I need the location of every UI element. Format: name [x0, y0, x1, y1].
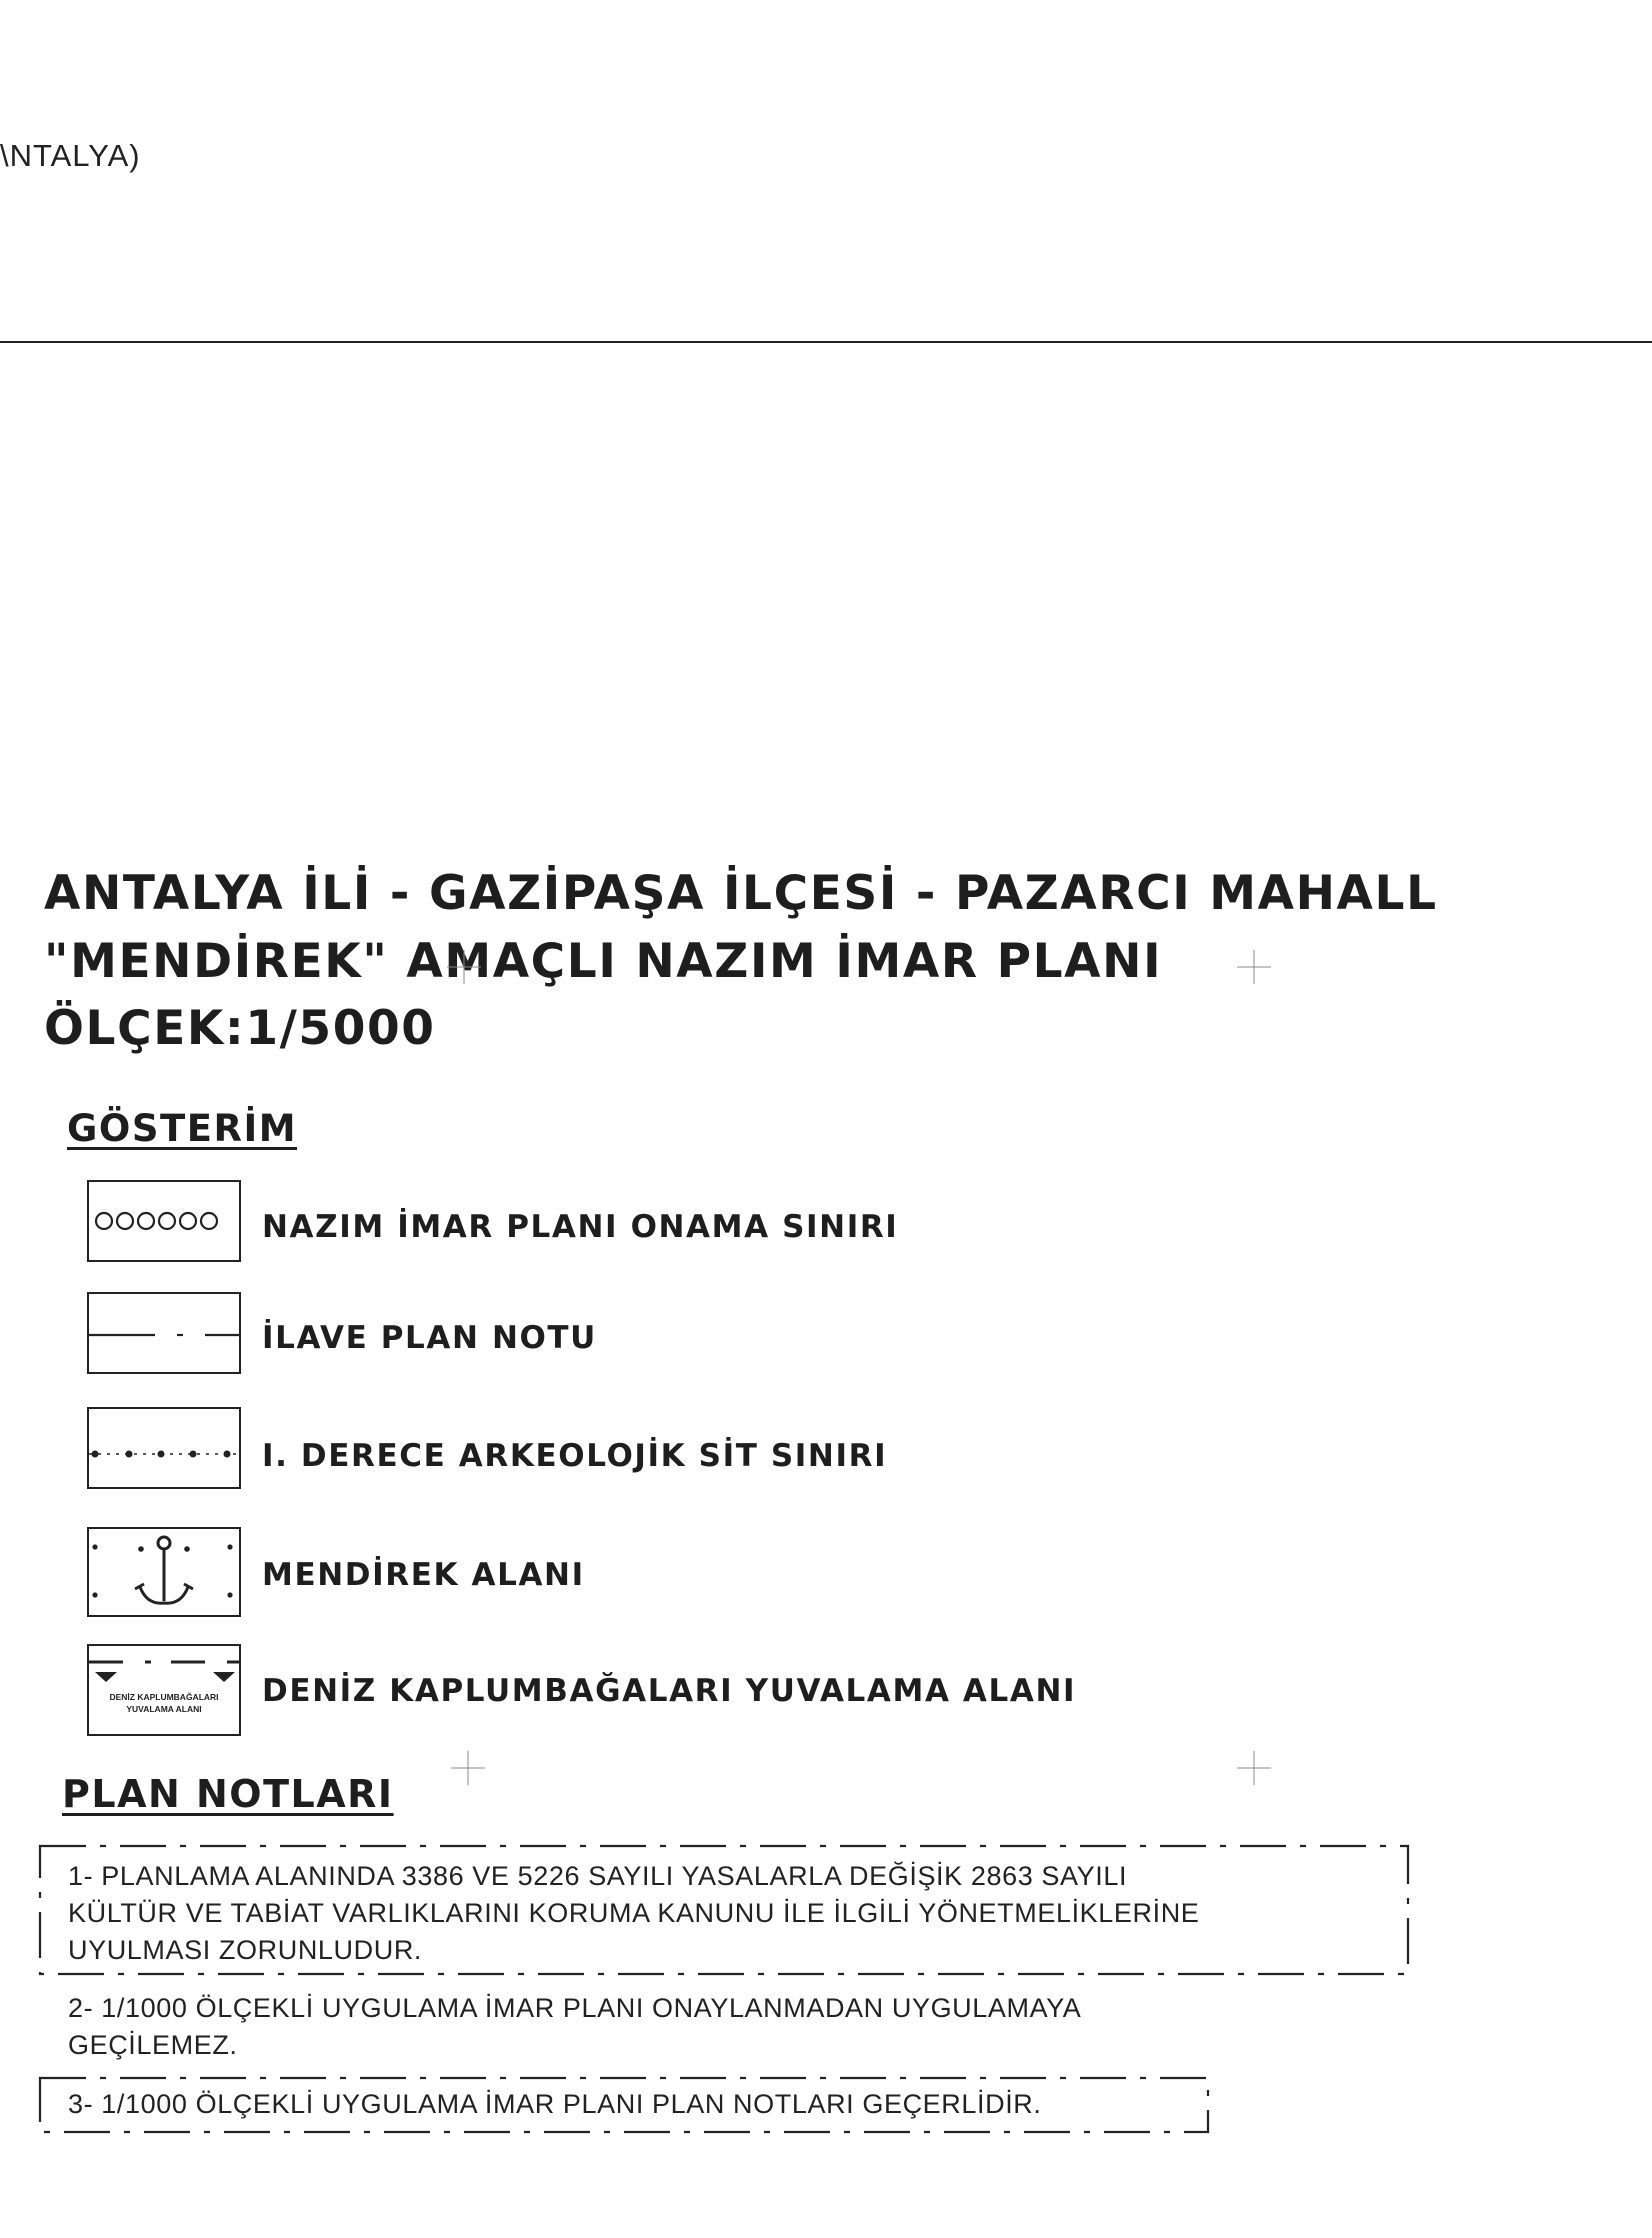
plan-scale: ÖLÇEK:1/5000 — [44, 1001, 436, 1056]
plan-note-3 — [38, 2076, 1210, 2134]
dotted-line-symbol — [87, 1407, 241, 1489]
plan-note-1 — [38, 1844, 1410, 1976]
scan-header-fragment: \NTALYA) — [0, 138, 141, 173]
legend-heading: GÖSTERİM — [67, 1107, 298, 1150]
note-text-line: UYULMASI ZORUNLUDUR. — [68, 1935, 423, 1965]
legend-label: NAZIM İMAR PLANI ONAMA SINIRI — [262, 1209, 899, 1245]
note-text-line: KÜLTÜR VE TABİAT VARLIKLARINI KORUMA KANUNU İLE İLGİLİ YÖNETMELİKLERİNE — [68, 1898, 1200, 1928]
dash-dot-line-symbol — [87, 1292, 241, 1374]
plan-title-line-2: "MENDİREK" AMAÇLI NAZIM İMAR PLANI — [44, 934, 1163, 989]
registration-crosshair — [1237, 950, 1271, 984]
anchor-symbol — [87, 1527, 241, 1617]
turtle-nesting-symbol — [87, 1644, 241, 1736]
turtle-symbol-text-2: YUVALAMA ALANI — [126, 1704, 202, 1714]
note-text-line: 3- 1/1000 ÖLÇEKLİ UYGULAMA İMAR PLANI PLAN NOTLARI GEÇERLİDİR. — [68, 2089, 1042, 2119]
plan-title-line-1: ANTALYA İLİ - GAZİPAŞA İLÇESİ - PAZARCI MAHALL — [44, 866, 1438, 921]
legend-label: DENİZ KAPLUMBAĞALARI YUVALAMA ALANI — [262, 1673, 1077, 1709]
registration-crosshair — [447, 950, 481, 984]
registration-crosshair — [451, 1751, 485, 1785]
horizontal-rule — [0, 341, 1652, 343]
note-text-line: 1- PLANLAMA ALANINDA 3386 VE 5226 SAYILI YASALARLA DEĞİŞİK 2863 SAYILI — [68, 1861, 1128, 1891]
plan-note-2 — [68, 1990, 1318, 2070]
registration-crosshair — [1237, 1751, 1271, 1785]
note-text-line: GEÇİLEMEZ. — [68, 2030, 238, 2060]
note-text-line: 2- 1/1000 ÖLÇEKLİ UYGULAMA İMAR PLANI ONAYLANMADAN UYGULAMAYA — [68, 1993, 1082, 2023]
turtle-symbol-text-1: DENİZ KAPLUMBAĞALARI — [109, 1692, 219, 1702]
plan-notes-heading: PLAN NOTLARI — [62, 1772, 394, 1816]
legend-label: I. DERECE ARKEOLOJİK SİT SINIRI — [262, 1438, 888, 1474]
legend-label: MENDİREK ALANI — [262, 1557, 585, 1593]
boundary-circles-symbol — [87, 1180, 241, 1262]
legend-label: İLAVE PLAN NOTU — [262, 1320, 597, 1356]
